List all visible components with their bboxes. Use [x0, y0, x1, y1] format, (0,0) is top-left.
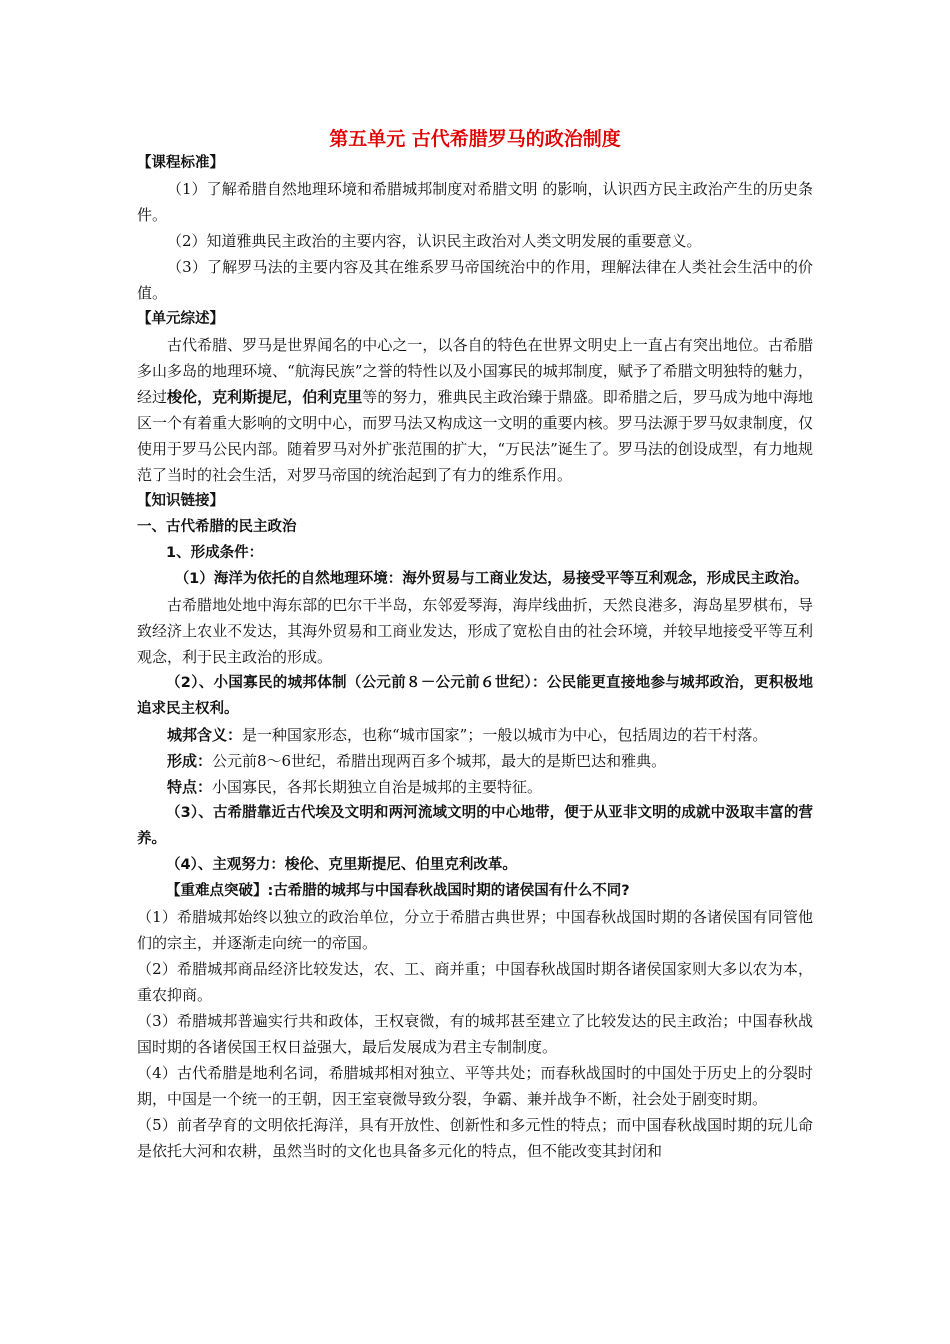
condition-1: （1）海洋为依托的自然地理环境：海外贸易与工商业发达，易接受平等互利观念，形成民主政治。: [174, 571, 809, 587]
course-standard-heading: 【课程标准】: [137, 155, 224, 171]
key-point-item: （1）希腊城邦始终以独立的政治单位，分立于希腊古典世界；中国春秋战国时期的各诸侯国有同管他们的宗主，并逐渐走向统一的帝国。: [137, 908, 813, 952]
unit-summary-text-b: 等的努力，雅典民主政治臻于鼎盛。即希腊之后，罗马成为地中海地区一个有着重大影响的文明中心，而罗马法又构成这一文明的重要内核。罗马法源于罗马奴隶制度，仅使用于罗马公民内部。随着罗马对外扩张范围的扩大，“万民法”诞生了。罗马法的创设成型，有力地规范了当时的社会生活，对罗马帝国的统治起到了有力的维系作用。: [137, 388, 813, 484]
key-point-item: （5）前者孕育的文明依托海洋，具有开放性、创新性和多元性的特点；而中国春秋战国时期的玩儿命是依托大河和农耕，虽然当时的文化也具备多元化的特点，但不能改变其封闭和: [137, 1116, 813, 1160]
city-state-features: [137, 774, 813, 800]
definition-label: 城邦含义：: [167, 726, 243, 744]
condition-3: （3）、古希腊靠近古代埃及文明和两河流域文明的中心地带，便于从亚非文明的成就中汲取丰富的营养。: [137, 805, 813, 847]
unit-summary-heading: 【单元综述】: [137, 311, 224, 327]
unit-summary-paragraph: [137, 332, 813, 488]
city-state-definition: [137, 722, 813, 748]
condition-4: （4）、主观努力：梭伦、克里斯提尼、伯里克利改革。: [166, 857, 517, 873]
formation-label: 形成：: [167, 752, 213, 770]
key-point-item: （3）希腊城邦普遍实行共和政体，王权衰微，有的城邦甚至建立了比较发达的民主政治；中国春秋战国时期的各诸侯国王权日益强大，最后发展成为君主专制制度。: [137, 1012, 813, 1056]
page-title: 第五单元 古代希腊罗马的政治制度: [329, 128, 621, 150]
course-standard-item: （2）知道雅典民主政治的主要内容，认识民主政治对人类文明发展的重要意义。: [167, 232, 702, 250]
course-standard-item: （1）了解希腊自然地理环境和希腊城邦制度对希腊文明 的影响，认识西方民主政治产生的历史条件。: [137, 180, 813, 224]
formation-text: 公元前8～6世纪，希腊出现两百多个城邦，最大的是斯巴达和雅典。: [212, 752, 667, 770]
features-text: 小国寡民，各邦长期独立自治是城邦的主要特征。: [212, 778, 543, 796]
condition-1-text: 古希腊地处地中海东部的巴尔干半岛，东邻爱琴海，海岸线曲折，天然良港多，海岛星罗棋布，导致经济上农业不发达，其海外贸易和工商业发达，形成了宽松自由的社会环境，并较早地接受平等互利观念，利于民主政治的形成。: [137, 596, 813, 666]
unit-summary-text-a: 古代希腊、罗马是世界闻名的中心之一，以各自的特色在世界文明史上一直占有突出地位。古希腊多山多岛的地理环境、“航海民族”之誉的特性以及小国寡民的城邦制度，赋予了希腊文明独特的魅力，经过: [137, 336, 813, 406]
document-body: [137, 150, 813, 1164]
definition-text: 是一种国家形态，也称“城市国家”；一般以城市为中心，包括周边的若干村落。: [242, 726, 768, 744]
key-points-heading: 【重难点突破】:古希腊的城邦与中国春秋战国时期的诸侯国有什么不同?: [166, 883, 630, 899]
features-label: 特点：: [167, 778, 213, 796]
condition-2: （2）、小国寡民的城邦体制（公元前８－公元前６世纪）：公民能更直接地参与城邦政治，更积极地追求民主权利。: [137, 675, 813, 717]
knowledge-heading: 【知识链接】: [137, 493, 224, 509]
course-standard-item: （3）了解罗马法的主要内容及其在维系罗马帝国统治中的作用，理解法律在人类社会生活中的价值。: [137, 258, 813, 302]
key-point-item: （2）希腊城邦商品经济比较发达，农、工、商并重；中国春秋战国时期各诸侯国家则大多以农为本，重农抑商。: [137, 960, 813, 1004]
city-state-formation: [137, 748, 813, 774]
key-point-item: （4）古代希腊是地利名词，希腊城邦相对独立、平等共处；而春秋战国时的中国处于历史上的分裂时期，中国是一个统一的王朝，因王室衰微导致分裂，争霸、兼并战争不断，社会处于剧变时期。: [137, 1064, 813, 1108]
section-heading: 一、古代希腊的民主政治: [137, 519, 297, 535]
subsection-heading: 1、形成条件：: [166, 545, 264, 561]
reformers-names: 梭伦，克利斯提尼，伯利克里: [167, 388, 363, 406]
